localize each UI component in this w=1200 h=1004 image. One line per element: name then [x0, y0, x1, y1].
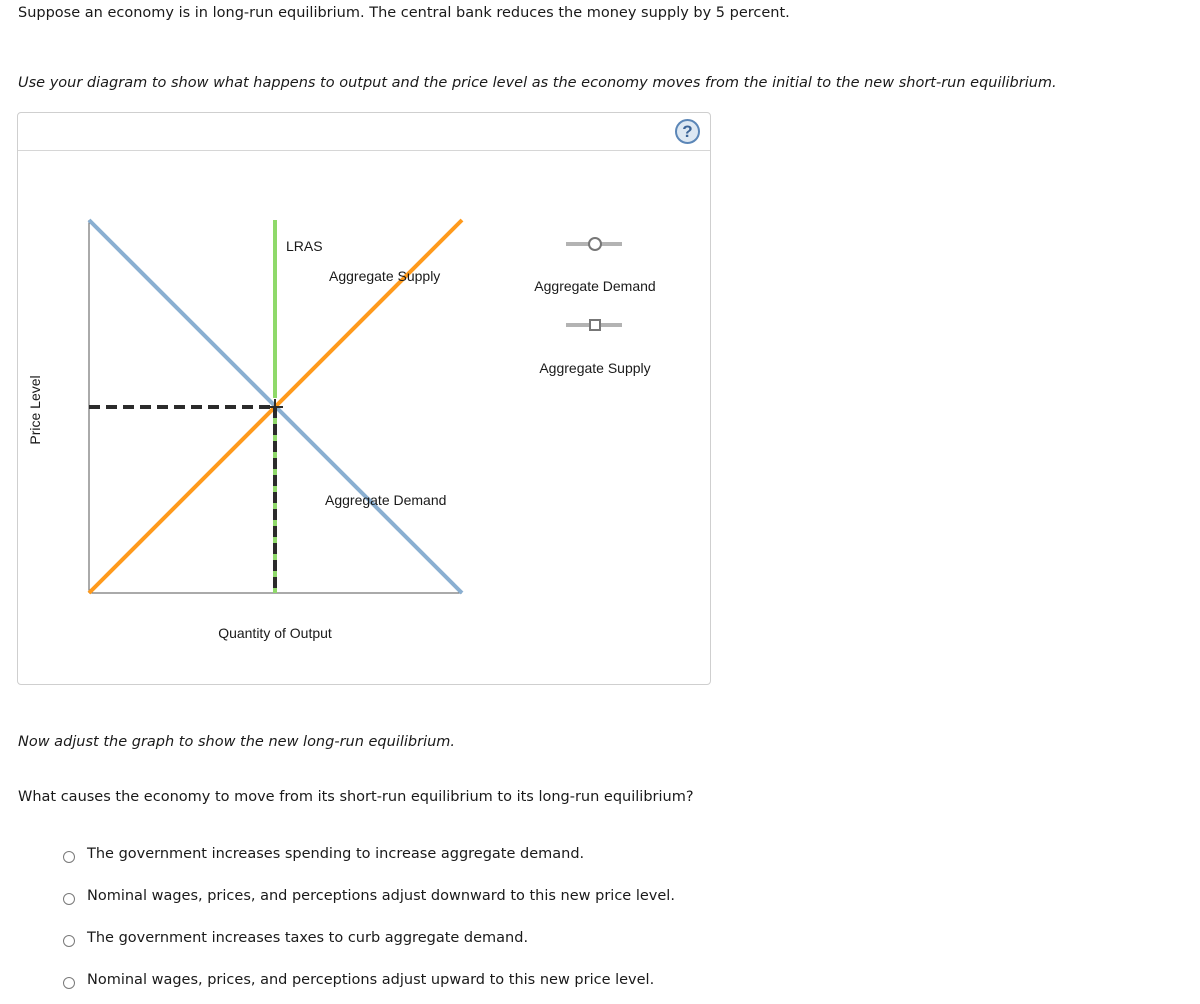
cause-question: What causes the economy to move from its short-run equilibrium to its long-run equilibrium?: [18, 789, 694, 805]
palette-aggregate-supply-label: Aggregate Supply: [539, 360, 651, 376]
adjust-prompt: Now adjust the graph to show the new long-run equilibrium.: [18, 734, 456, 750]
answer-choices: [63, 836, 675, 1004]
choice-label: Nominal wages, prices, and perceptions adjust upward to this new price level.: [87, 972, 655, 988]
square-marker-icon: [590, 320, 600, 330]
choice-adjust-downward[interactable]: [63, 878, 675, 920]
lras-label: LRAS: [286, 238, 323, 254]
y-axis-label: Price Level: [27, 375, 43, 445]
palette-aggregate-demand-tool[interactable]: [566, 238, 622, 250]
choice-label: The government increases spending to increase aggregate demand.: [87, 846, 585, 862]
choice-label: Nominal wages, prices, and perceptions adjust downward to this new price level.: [87, 888, 675, 904]
aggregate-supply-label: Aggregate Supply: [329, 268, 441, 284]
radio-button[interactable]: [63, 935, 75, 947]
choice-adjust-upward[interactable]: [63, 962, 675, 1004]
help-button[interactable]: ?: [675, 119, 700, 144]
palette-aggregate-demand-label: Aggregate Demand: [534, 278, 656, 294]
question-instruction: Use your diagram to show what happens to output and the price level as the economy moves from the initial to the new short-run equilibrium.: [18, 75, 1057, 91]
palette-aggregate-supply-tool[interactable]: [566, 320, 622, 330]
choice-label: The government increases taxes to curb aggregate demand.: [87, 930, 529, 946]
circle-marker-icon: [589, 238, 601, 250]
radio-button[interactable]: [63, 851, 75, 863]
graph-panel: [17, 112, 711, 685]
question-intro: Suppose an economy is in long-run equilibrium. The central bank reduces the money supply by 5 percent.: [18, 5, 790, 21]
radio-button[interactable]: [63, 893, 75, 905]
choice-government-spending[interactable]: [63, 836, 675, 878]
x-axis-label: Quantity of Output: [218, 625, 332, 641]
radio-button[interactable]: [63, 977, 75, 989]
graph-canvas: [18, 113, 712, 686]
choice-increase-taxes[interactable]: [63, 920, 675, 962]
aggregate-demand-label: Aggregate Demand: [325, 492, 447, 508]
